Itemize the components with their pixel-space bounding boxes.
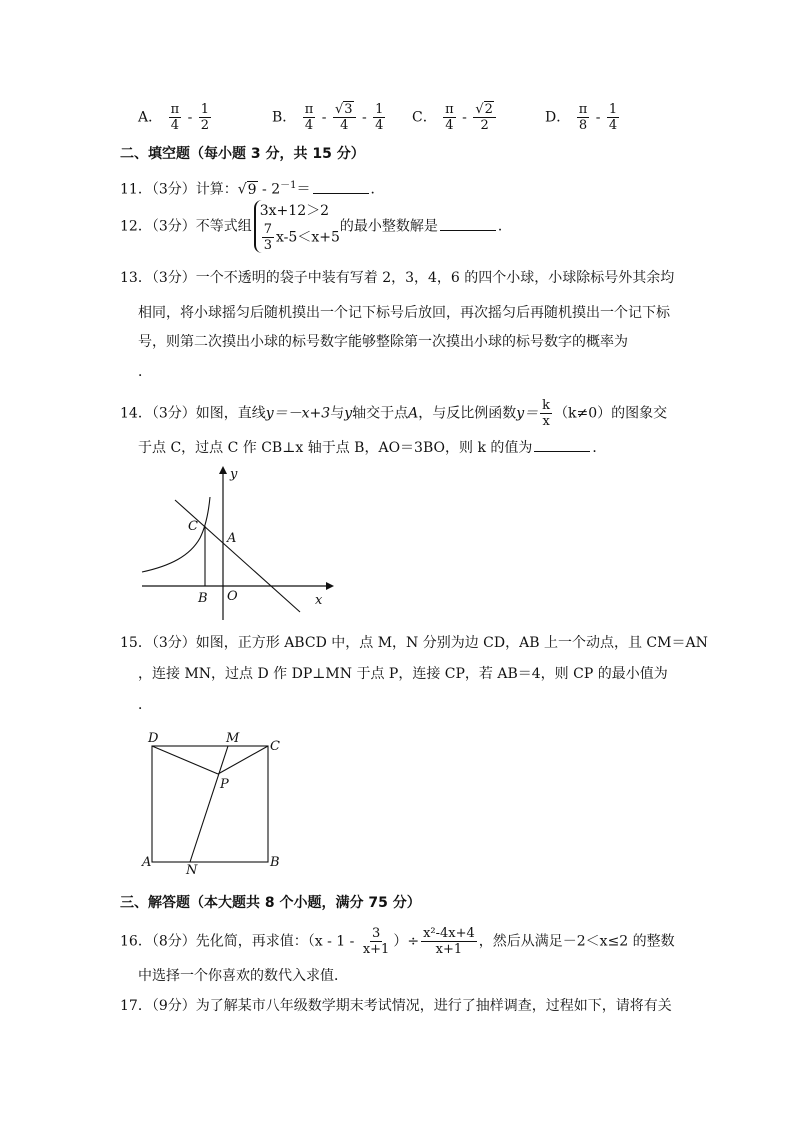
square-abcd [152,746,268,862]
label-a: A [142,855,152,870]
label-c: C [188,519,198,534]
section-2-title: 二、填空题（每小题 3 分，共 15 分） [120,146,365,162]
label-m: M [226,731,240,746]
question-14-line2: 于点 C，过点 C 作 CB⊥x 轴于点 B，AO＝3BO，则 k 的值为 ． [138,437,606,458]
label-d: D [148,731,159,746]
fraction: $\frac{1}{2}$ [200,102,210,133]
fraction: $\frac{\pi}{4}$ [170,102,180,133]
label-a: A [227,531,237,546]
question-15: 15．（3分）如图，正方形 ABCD 中，点 M，N 分别为边 CD，AB 上一个动点，且 CM＝AN [120,635,708,651]
question-15-line3: ． [138,697,152,713]
option-c: C． $\frac{\pi}{4}$ - $\frac{√2}{2}$ [412,102,498,133]
label-c: C [270,739,280,754]
inequality-system: 3x+12＞2 $\frac{7}{3}$ x-5＜x+5 [254,200,340,253]
segment-cp [218,746,268,774]
segment-dp [152,746,218,774]
answer-blank[interactable] [440,216,496,231]
label-p: P [220,777,229,792]
question-13-line3: 号，则第二次摸出小球的标号数字能够整除第一次摸出小球的标号数字的概率为 [138,334,628,350]
question-12: 12．（3分）不等式组 3x+12＞2 $\frac{7}{3}$ x-5＜x+5 的最小整数解是 ． [120,200,512,253]
question-13-line4: ． [138,364,152,380]
option-a: A． $\frac{\pi}{4}$ - $\frac{1}{2}$ [138,102,210,133]
option-b: B． $\frac{\pi}{4}$ - $\frac{√3}{4}$ - $\frac{1}{4}$ [272,102,384,133]
segment-mn [190,746,228,862]
question-13-line2: 相同，将小球摇匀后随机摸出一个记下标号后放回，再次摇匀后再随机摸出一个记下标 [138,305,670,321]
question-14: 14．（3分）如图，直线y＝－x+3与y轴交于点A，与反比例函数y＝ $\frac{k}{x}$ （k≠0）的图象交 [120,398,668,429]
question-11: 11．（3分）计算：$√9 - 2^{-1}=$ ． [120,180,385,198]
question-16-line2: 中选择一个你喜欢的数代入求值． [138,968,348,984]
label-n: N [186,863,198,876]
option-d: D． $\frac{\pi}{8}$ - $\frac{1}{4}$ [545,102,618,133]
figure-14 [130,462,340,622]
answer-blank[interactable] [534,437,590,452]
label-b: B [270,855,280,870]
question-17: 17．（9分）为了解某市八年级数学期末考试情况，进行了抽样调查，过程如下，请将有关 [120,998,672,1014]
label-o: O [227,589,238,604]
question-13: 13．（3分）一个不透明的袋子中装有写着 2，3，4，6 的四个小球，小球除标号外其余均 [120,270,675,286]
answer-blank[interactable] [313,179,369,194]
question-15-line2: ，连接 MN，过点 D 作 DP⊥MN 于点 P，连接 CP，若 AB＝4，则 CP 的最小值为 [138,666,668,682]
label-b: B [198,591,208,606]
y-axis-arrow [219,466,227,474]
question-16: 16．（8分）先化简，再求值：（x - 1 - $\frac{3}{x+1}$ ）÷ $\frac{\text{x²-4x+4}}{x+1}$ ，然后从满足－2＜x≤2 的整数 [120,926,675,957]
label-x: x [315,593,323,608]
section-3-title: 三、解答题（本大题共 8 个小题，满分 75 分） [120,895,421,911]
hyperbola-curve [142,497,210,572]
x-axis-arrow [326,582,334,590]
label-y: y [230,467,238,482]
figure-15 [140,728,290,876]
